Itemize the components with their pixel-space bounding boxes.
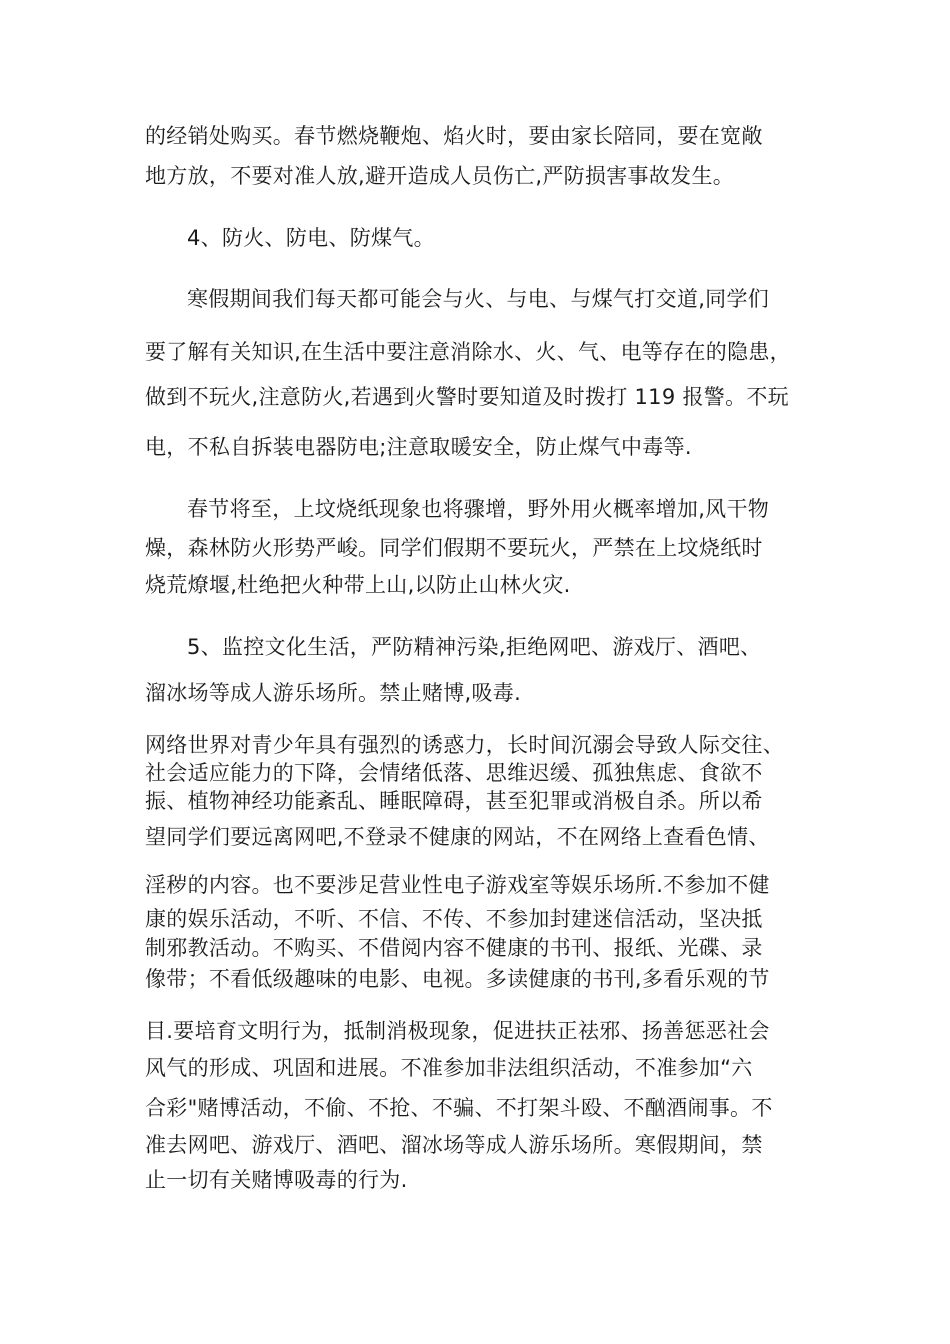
text-line: 目.要培育文明行为，抵制消极现象，促进扶正祛邪、扬善惩恶社会 xyxy=(145,1019,770,1043)
text-line: 淫秽的内容。也不要涉足营业性电子游戏室等娱乐场所.不参加不健 xyxy=(145,873,770,897)
section-heading: 4、防火、防电、防煤气。 xyxy=(187,226,435,250)
text-line: 制邪教活动。不购买、不借阅内容不健康的书刊、报纸、光碟、录 xyxy=(145,936,763,960)
text-line: 电，不私自拆装电器防电;注意取暖安全，防止煤气中毒等. xyxy=(145,435,692,459)
text-line: 地方放，不要对准人放,避开造成人员伤亡,严防损害事故发生。 xyxy=(145,164,735,188)
text-line: 像带；不看低级趣味的电影、电视。多读健康的书刊,多看乐观的节 xyxy=(145,967,770,991)
text-line: 春节将至，上坟烧纸现象也将骤增，野外用火概率增加,风干物 xyxy=(187,497,770,521)
text-line: 寒假期间我们每天都可能会与火、与电、与煤气打交道,同学们 xyxy=(187,287,770,311)
text-line: 康的娱乐活动，不听、不信、不传、不参加封建迷信活动，坚决抵 xyxy=(145,907,763,931)
text-line: 的经销处购买。春节燃烧鞭炮、焰火时，要由家长陪同，要在宽敞 xyxy=(145,124,763,148)
text-line: 燥，森林防火形势严峻。同学们假期不要玩火，严禁在上坟烧纸时 xyxy=(145,536,763,560)
text-line: 网络世界对青少年具有强烈的诱惑力，长时间沉溺会导致人际交往、 xyxy=(145,733,784,757)
text-line: 止一切有关赌博吸毒的行为. xyxy=(145,1168,408,1192)
text-line: 风气的形成、巩固和进展。不准参加非法组织活动，不准参加“六 xyxy=(145,1056,753,1080)
text-line: 烧荒燎堰,杜绝把火种带上山,以防止山林火灾. xyxy=(145,573,571,597)
text-line: 振、植物神经功能紊乱、睡眠障碍，甚至犯罪或消极自杀。所以希 xyxy=(145,789,763,813)
text-line: 望同学们要远离网吧,不登录不健康的网站，不在网络上查看色情、 xyxy=(145,825,770,849)
section-heading: 5、监控文化生活，严防精神污染,拒绝网吧、游戏厅、酒吧、 xyxy=(187,635,762,659)
text-line: 社会适应能力的下降，会情绪低落、思维迟缓、孤独焦虑、食欲不 xyxy=(145,761,763,785)
text-line: 做到不玩火,注意防火,若遇到火警时要知道及时拨打 119 报警。不玩 xyxy=(145,385,789,409)
text-line: 准去网吧、游戏厅、酒吧、溜冰场等成人游乐场所。寒假期间，禁 xyxy=(145,1133,763,1157)
text-line: 溜冰场等成人游乐场所。禁止赌博,吸毒. xyxy=(145,681,522,705)
text-line: 要了解有关知识,在生活中要注意消除水、火、气、电等存在的隐患， xyxy=(145,340,791,364)
text-line: 合彩"赌博活动，不偷、不抢、不骗、不打架斗殴、不酗酒闹事。不 xyxy=(145,1096,773,1120)
